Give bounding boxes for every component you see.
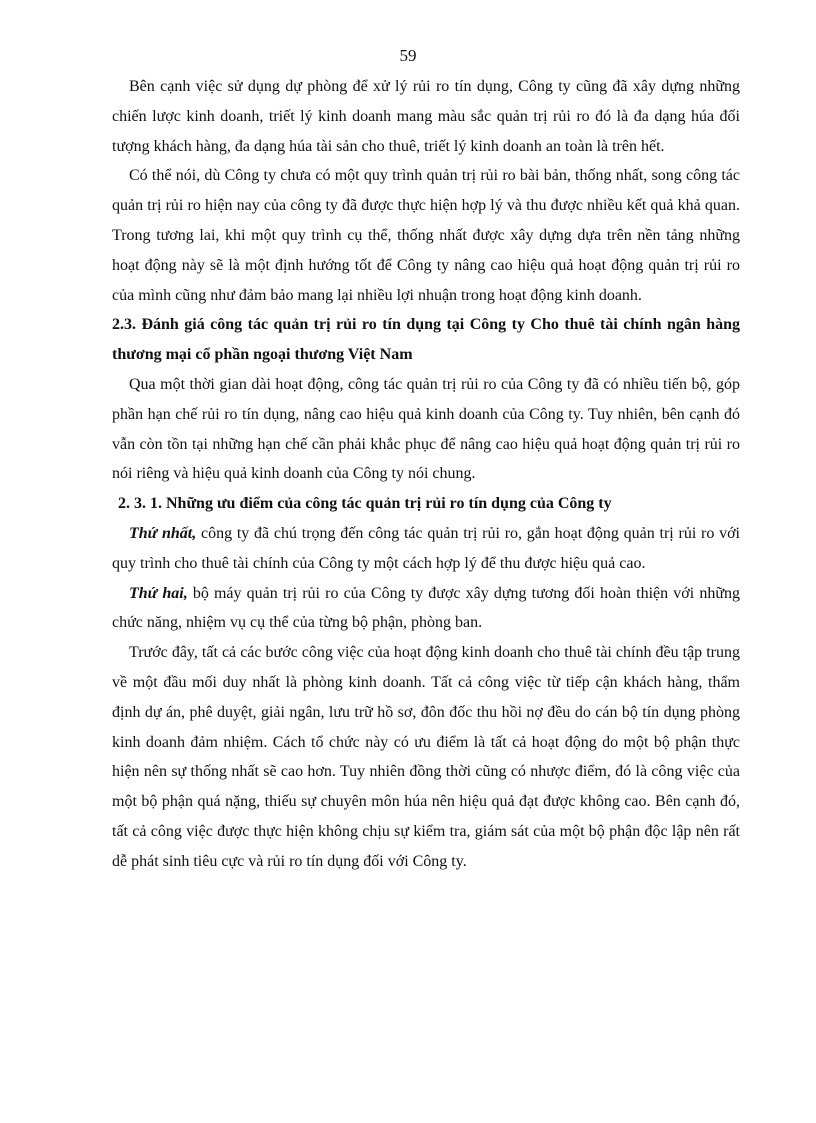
first-lead: Thứ nhất, [129, 524, 197, 542]
second-lead: Thứ hai, [129, 584, 188, 602]
page-number: 59 [399, 46, 417, 65]
paragraph-section-intro: Qua một thời gian dài hoạt động, công tác quản trị rủi ro của Công ty đã có nhiều tiến bộ, góp phần hạn chế rủi ro tín dụng, nâng cao hiệu quả kinh doanh của Công ty. Tuy nhiên, bên cạnh đó vẫn còn tồn tại những hạn chế cần phải khắc phục để nâng cao hiệu quả hoạt động quản trị rủi ro nói riêng và hiệu quả kinh doanh của Công ty nói chung. [112, 375, 740, 483]
paragraph-previous-organization: Trước đây, tất cả các bước công việc của hoạt động kinh doanh cho thuê tài chính đều tập trung về một đầu mối duy nhất là phòng kinh doanh. Tất cả công việc từ tiếp cận khách hàng, thẩm định dự án, phê duyệt, giải ngân, lưu trữ hồ sơ, đôn đốc thu hồi nợ đều do cán bộ tín dụng phòng kinh doanh đảm nhiệm. Cách tổ chức này có ưu điểm là tất cả hoạt động do một bộ phận thực hiện nên sự thống nhất sẽ cao hơn. Tuy nhiên đồng thời cũng có nhược điểm, đó là công việc của một bộ phận quá nặng, thiếu sự chuyên môn húa nên hiệu quả đạt được không cao. Bên cạnh đó, tất cả công việc được thực hiện không chịu sự kiểm tra, giám sát của một bộ phận độc lập nên rất dễ phát sinh tiêu cực và rủi ro tín dụng đối với Công ty. [112, 644, 740, 870]
document-body [112, 72, 740, 877]
section-heading: 2.3. Đánh giá công tác quản trị rủi ro tín dụng tại Công ty Cho thuê tài chính ngân hàng thương mại cổ phần ngoại thương Việt Nam [112, 316, 740, 364]
first-text: công ty đã chú trọng đến công tác quản trị rủi ro, gắn hoạt động quản trị rủi ro với quy trình cho thuê tài chính của Công ty một cách hợp lý để thu được hiệu quả cao. [112, 524, 740, 572]
paragraph-second-advantage [112, 579, 740, 639]
second-text: bộ máy quản trị rủi ro của Công ty được xây dựng tương đối hoàn thiện với những chức năng, nhiệm vụ cụ thể của từng bộ phận, phòng ban. [112, 584, 740, 632]
paragraph-first-advantage [112, 519, 740, 579]
paragraph-risk-strategy: Bên cạnh việc sử dụng dự phòng để xử lý rủi ro tín dụng, Công ty cũng đã xây dựng những chiến lược kinh doanh, triết lý kinh doanh mang màu sắc quản trị rủi ro đó là đa dạng húa đối tượng khách hàng, đa dạng húa tài sản cho thuê, triết lý kinh doanh an toàn là trên hết. [112, 78, 740, 155]
paragraph-risk-process: Có thể nói, dù Công ty chưa có một quy trình quản trị rủi ro bài bản, thống nhất, song công tác quản trị rủi ro hiện nay của công ty đã được thực hiện hợp lý và thu được nhiều kết quả khả quan. Trong tương lai, khi một quy trình cụ thể, thống nhất được xây dựng dựa trên nền tảng những hoạt động này sẽ là một định hướng tốt để Công ty nâng cao hiệu quả hoạt động quản trị rủi ro của mình cũng như đảm bảo mang lại nhiều lợi nhuận trong hoạt động kinh doanh. [112, 167, 740, 304]
subsection-heading: 2. 3. 1. Những ưu điểm của công tác quản trị rủi ro tín dụng của Công ty [118, 495, 612, 513]
